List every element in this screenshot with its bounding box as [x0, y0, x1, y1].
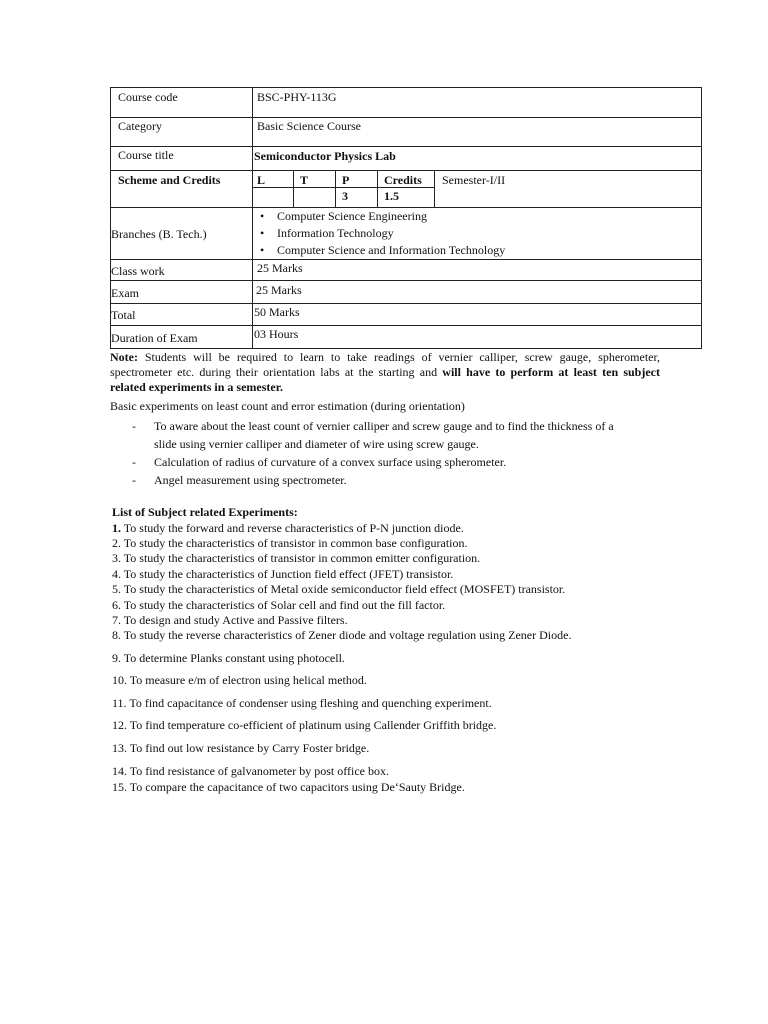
course-code-row: [111, 88, 702, 118]
branches-row: [111, 208, 702, 260]
branches-label: Branches (B. Tech.): [111, 208, 253, 260]
scheme-credits-header: Credits: [378, 171, 435, 188]
experiment-item: 6. To study the characteristics of Solar cell and find out the fill factor.: [112, 598, 446, 612]
experiments-heading: List of Subject related Experiments:: [112, 505, 298, 519]
branch-item: • Information Technology: [277, 225, 701, 242]
experiment-item: 15. To compare the capacitance of two capacitors using De‘Sauty Bridge.: [112, 780, 465, 794]
orientation-item: - Angel measurement using spectrometer.: [132, 473, 347, 487]
duration-row: [111, 326, 702, 349]
experiment-item: 7. To design and study Active and Passive filters.: [112, 613, 348, 627]
exam-value: 25 Marks: [253, 281, 702, 304]
class-work-label: Class work: [111, 260, 253, 281]
orientation-item: - To aware about the least count of vernier calliper and screw gauge and to find the thickness of a: [132, 419, 614, 433]
scheme-p-value: 3: [336, 188, 378, 208]
scheme-l-header: L: [253, 171, 294, 188]
semester-value: Semester-I/II: [435, 171, 702, 208]
orientation-item-continued: slide using vernier calliper and diameter of wire using screw gauge.: [154, 437, 479, 451]
note-text: Students will be required to learn to take readings of vernier calliper, screw gauge, spherometer, spectrometer etc. during their orientation labs at the starting and: [110, 350, 660, 379]
note-paragraph: [110, 350, 660, 395]
branch-item: • Computer Science Engineering: [277, 208, 701, 225]
course-title-row: [111, 147, 702, 171]
exam-label: Exam: [111, 281, 253, 304]
course-details-table: [110, 87, 702, 349]
experiment-number: 1.: [112, 521, 121, 535]
scheme-p-header: P: [336, 171, 378, 188]
experiment-item: 4. To study the characteristics of Junction field effect (JFET) transistor.: [112, 567, 454, 581]
course-code-label: Course code: [111, 88, 253, 118]
class-work-row: [111, 260, 702, 281]
orientation-item: - Calculation of radius of curvature of a convex surface using spherometer.: [132, 455, 507, 469]
category-value: Basic Science Course: [253, 118, 702, 147]
scheme-credits-value: 1.5: [378, 188, 435, 208]
experiment-item: 1. To study the forward and reverse characteristics of P-N junction diode.: [112, 521, 464, 535]
course-code-value: BSC-PHY-113G: [253, 88, 702, 118]
note-bold-text: will have to perform at least ten subject related experiments in a semester.: [110, 365, 660, 394]
course-title-value: Semiconductor Physics Lab: [253, 147, 702, 171]
experiment-item: 12. To find temperature co-efficient of platinum using Callender Griffith bridge.: [112, 718, 497, 732]
note-label: Note:: [110, 350, 138, 364]
scheme-t-header: T: [294, 171, 336, 188]
category-label: Category: [111, 118, 253, 147]
duration-value: 03 Hours: [253, 326, 702, 349]
scheme-l-value: [253, 188, 294, 208]
scheme-label: Scheme and Credits: [111, 171, 253, 208]
category-row: [111, 118, 702, 147]
orientation-heading: Basic experiments on least count and error estimation (during orientation): [110, 399, 465, 413]
experiment-item: 3. To study the characteristics of transistor in common emitter configuration.: [112, 551, 481, 565]
scheme-t-value: [294, 188, 336, 208]
branch-item: • Computer Science and Information Technology: [277, 242, 701, 259]
experiment-item: 2. To study the characteristics of transistor in common base configuration.: [112, 536, 468, 550]
total-value: 50 Marks: [253, 304, 702, 326]
experiment-item: 11. To find capacitance of condenser using fleshing and quenching experiment.: [112, 696, 492, 710]
experiment-item: 5. To study the characteristics of Metal oxide semiconductor field effect (MOSFET) transistor.: [112, 582, 566, 596]
experiment-item: 14. To find resistance of galvanometer by post office box.: [112, 764, 389, 778]
class-work-value: 25 Marks: [253, 260, 702, 281]
duration-label: Duration of Exam: [111, 326, 253, 349]
orientation-list: [110, 417, 670, 489]
branches-list: [253, 208, 701, 259]
course-title-label: Course title: [111, 147, 253, 171]
experiment-item: 10. To measure e/m of electron using helical method.: [112, 673, 367, 687]
experiment-item: 9. To determine Planks constant using photocell.: [112, 651, 345, 665]
experiment-item: 8. To study the reverse characteristics of Zener diode and voltage regulation using Zener Diode.: [112, 628, 572, 642]
scheme-header-row: [111, 171, 702, 188]
total-label: Total: [111, 304, 253, 326]
total-row: [111, 304, 702, 326]
branches-cell: [253, 208, 702, 260]
experiment-item: 13. To find out low resistance by Carry Foster bridge.: [112, 741, 370, 755]
exam-row: [111, 281, 702, 304]
